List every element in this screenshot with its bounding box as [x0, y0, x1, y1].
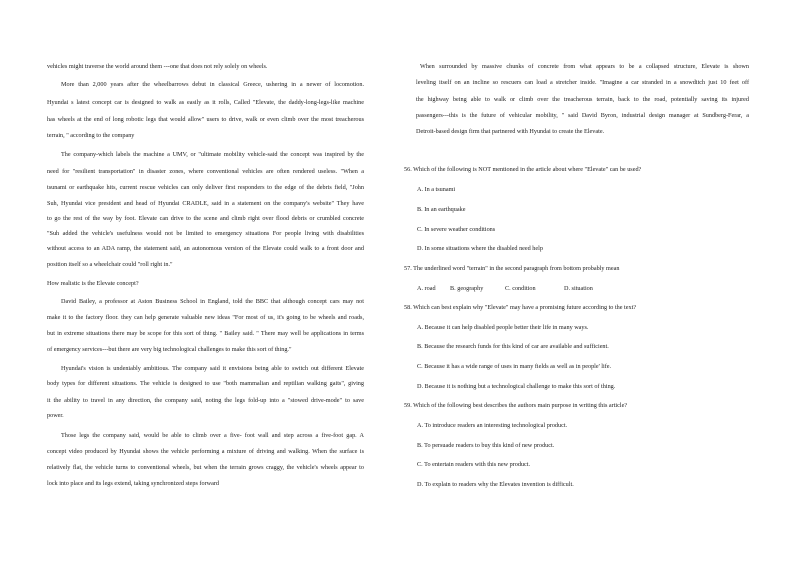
option: B. To persuade readers to buy this kind of new product. — [417, 442, 555, 449]
option: B. In an earthquake — [417, 206, 466, 213]
text-line: body types for different situations. The vehicle is designed to use "both mammalian and reptilian walking gaits", giving — [47, 380, 364, 387]
option: D. To explain to readers why the Elevates invention is difficult. — [417, 481, 574, 488]
question-57: 57. The underlined word "terrain" in the second paragraph from bottom probably mean — [404, 265, 620, 272]
text-line: of emergency services---but there are very big technological challenges to make this sort of thing." — [47, 346, 292, 353]
text-line: it the ability to travel in any direction, the company said, noting the legs fold-up into a "stowed drive-mode" to save — [47, 397, 364, 404]
section-heading: How realistic is the Elevate concept? — [47, 280, 139, 287]
text-line: Hyundai s latest concept car is designed to walk as easily as it rolls, Called "Elevate, the daddy-long-legs-like machine — [47, 99, 364, 106]
text-line: When surrounded by massive chunks of concrete from what appears to be a collapsed structure, Elevate is shown — [420, 63, 749, 70]
text-line: leveling itself on an incline so rescuers can load a stretcher inside. "Imagine a car stranded in a snowditch just 10 feet off — [416, 79, 749, 86]
text-line: but in extreme situations there may be scope for this sort of thing. " Bailey said. " There may well be applications in terms — [47, 330, 364, 337]
text-line: vehicles might traverse the world around them ---one that does not rely solely on wheels. — [47, 63, 268, 70]
option: C. In severe weather conditions — [417, 226, 496, 233]
text-line: Suh, Hyundai vice president and head of Hyundai CRADLE, said in a statement on the company's website" They have — [47, 200, 364, 207]
text-line: the highway being able to walk or climb over the treacherous terrain, back to the road, potentially saving its injured — [416, 96, 749, 103]
text-line: David Bailey, a professor at Aston Business School in England, told the BBC that although concept cars may not — [61, 298, 364, 305]
text-line: make it to the factory floor. they can help generate valuable new ideas "For most of us, it's going to be wheels and roads, — [47, 314, 364, 321]
text-line: has wheels at the end of long robotic legs that would allow" users to drive, walk or even climb over the most treacherous — [47, 116, 364, 123]
option: A. Because it can help disabled people better their life in many ways. — [417, 324, 589, 331]
text-line: "Suh added the vehicle's usefulness would not be limited to emergency situations For people living with disabilities — [47, 230, 364, 237]
question-56: 56. Which of the following is NOT mentioned in the article about where "Elevate" can be used? — [404, 166, 642, 173]
option: A. To introduce readers an interesting technological product. — [417, 422, 568, 429]
option: D. In some situations where the disabled need help — [417, 245, 543, 252]
option: B. geography — [450, 285, 484, 292]
text-line: More than 2,000 years after the wheelbarrows debut in classical Greece, ushering in a newer of locomotion. — [61, 81, 364, 88]
text-line: Detroit-based design firm that partnered with Hyundai to create the Elevate. — [416, 128, 605, 135]
text-line: passengers---this is the future of vehicular mobility, " said David Byron, industrial design manager at Sundberg-Ferar, a — [416, 112, 749, 119]
text-line: need for "resilient transportation" in disaster zones, where conventional vehicles are often rendered useless. "When a — [47, 168, 364, 175]
text-line: Those legs the company said, would be able to climb over a five- foot wall and step across a five-foot gap. A — [61, 432, 364, 439]
option: D. Because it is nothing but a technological challenge to make this sort of thing. — [417, 383, 616, 390]
question-59: 59. Which of the following best describes the authors main purpose in writing this article? — [404, 402, 628, 409]
option: D. situation — [564, 285, 593, 292]
text-line: The company-which labels the machine a UMV, or "ultimate mobility vehicle-said the concept was inspired by the — [61, 151, 364, 158]
option: C. Because it has a wide range of uses in many fields as well as in people' life. — [417, 363, 612, 370]
text-line: without access to an ADA ramp, the statement said, an autonomous version of the Elevate could walk to a front door and — [47, 245, 364, 252]
text-line: position itself so a wheelchair could "roll right in." — [47, 261, 173, 268]
text-line: tsunami or earthquake hits, current rescue vehicles can only deliver first responders to the edge of the debris field, "John — [47, 184, 364, 191]
text-line: power. — [47, 412, 64, 419]
option: A. road — [417, 285, 436, 292]
option: C. To entertain readers with this new product. — [417, 461, 531, 468]
text-line: to go the rest of the way by foot. Elevate can drive to the scene and climb right over flood debris or crumbled concrete — [47, 215, 364, 222]
option: C. condition — [505, 285, 536, 292]
text-line: concept video produced by Hyundai shows the vehicle performing a mixture of driving and walking. When the surface is — [47, 448, 364, 455]
option: A. In a tsunami — [417, 186, 456, 193]
option: B. Because the research funds for this kind of car are available and sufficient. — [417, 343, 609, 350]
text-line: relatively flat, the vehicle turns to conventional wheels, but when the terrain grows craggy, the vehicle's wheels appear to — [47, 464, 364, 471]
text-line: lock into place and its legs extend, taking synchronized steps forward — [47, 480, 219, 487]
question-58: 58. Which can best explain why "Elevate" may have a promising future according to the text? — [404, 304, 637, 311]
text-line: terrain, " according to the company — [47, 132, 135, 139]
text-line: Hyundai's vision is undeniably ambitious. The company said it envisions being able to switch out different Elevate — [61, 365, 364, 372]
